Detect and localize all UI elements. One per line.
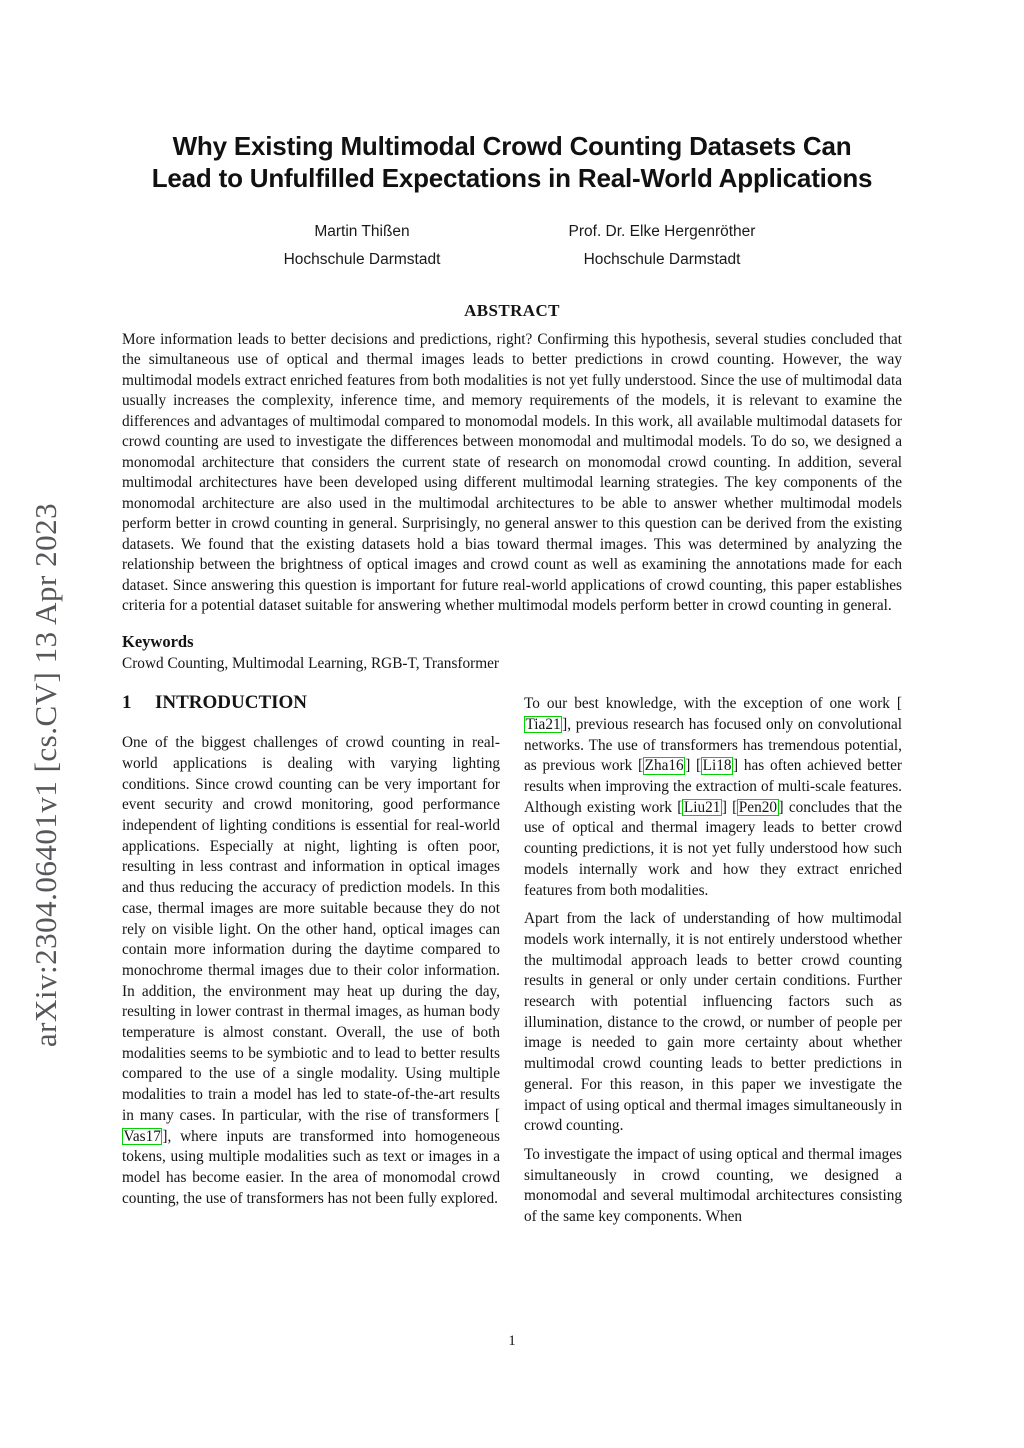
section-title: INTRODUCTION <box>155 692 308 714</box>
author-block <box>512 218 812 272</box>
author-name: Martin Thißen <box>314 223 410 241</box>
section-number: 1 <box>122 692 132 714</box>
author-affiliation: Hochschule Darmstadt <box>583 250 741 268</box>
keywords-heading: Keywords <box>122 631 194 651</box>
left-column <box>122 690 500 1236</box>
citation-link-liu21[interactable]: Liu21 <box>683 798 721 816</box>
abstract-text: More information leads to better decisions and predictions, right? Confirming this hypothesis, several studies concluded that the simultaneous use of optical and thermal images leads to better predictions in crowd counting. However, the way multimodal models extract enriched features from both modalities is not yet fully understood. Since the use of multimodal data usually increases the complexity, inference time, and memory requirements of the models, it is relevant to examine the differences and advantages of multimodal compared to monomodal models. In this work, all available multimodal datasets for crowd counting are used to investigate the differences between monomodal and multimodal models. To do so, we designed a monomodal architecture that considers the current state of research on monomodal crowd counting. In addition, several multimodal architectures have been developed using different multimodal learning strategies. The key components of the monomodal architecture are also used in the multimodal architectures to be able to answer whether multimodal models perform better in crowd counting in general. Surprisingly, no general answer to this question can be derived from the existing datasets. We found that the existing datasets hold a bias toward thermal images. This was determined by analyzing the relationship between the brightness of optical images and crowd count as well as examining the annotations made for each dataset. Since answering this question is important for future real-world applications of crowd counting, this paper establishes criteria for a potential dataset suitable for answering whether multimodal models perform better in crowd counting in general. <box>122 330 902 615</box>
keywords-text: Crowd Counting, Multimodal Learning, RGB-T, Transformer <box>122 654 500 672</box>
intro-paragraph-3: Apart from the lack of understanding of how multimodal models work internally, it is not entirely understood whether the multimodal approach leads to better crowd counting results in general or only under certain conditions. Further research with potential influencing factors such as illumination, distance to the crowd, or number of people per image is needed to gain more certainty about whether multimodal crowd counting leads to better predictions in general. For this reason, in this paper we investigate the impact of using optical and thermal images simultaneously in crowd counting. <box>524 910 902 1135</box>
paper-title-line-2: Lead to Unfulfilled Expectations in Real-World Applications <box>151 162 873 193</box>
abstract-heading: ABSTRACT <box>464 300 560 320</box>
intro-paragraph-4: To investigate the impact of using optical and thermal images simultaneously in crowd counting, we designed a monomodal and several multimodal architectures consisting of the same key components. When <box>524 1145 902 1226</box>
two-column-section <box>122 690 902 1236</box>
paper-title-line-1: Why Existing Multimodal Crowd Counting Datasets Can <box>172 131 852 161</box>
author-block-row <box>212 218 812 272</box>
paper-title <box>122 131 902 194</box>
intro-paragraph-1: One of the biggest challenges of crowd counting in real-world applications is dealing with varying lighting conditions. Since crowd counting can be very important for event security and crowd monitoring, good performance independent of lighting conditions is essential for real-world applications. Especially at night, lighting is often poor, resulting in less contrast and information in optical images and thus reducing the accuracy of prediction models. In this case, thermal images are more suitable because they do not rely on visible light. On the other hand, optical images can contain more information during the daytime compared to monochrome thermal images due to their color information. In addition, the environment may heat up during the day, resulting in lower contrast in thermal images, as human body temperature is almost constant. Overall, the use of both modalities seems to be symbiotic and to lead to better results compared to the use of a single modality. Using multiple modalities to train a model has led to state-of-the-art results in many cases. In particular, with the rise of transformers [Vas17], where inputs are transformed into homogeneous tokens, using multiple modalities such as text or images in a model has become easier. In the area of monomodal crowd counting, the use of transformers has not been fully explored. <box>122 734 500 1207</box>
citation-link-vas17[interactable]: Vas17 <box>123 1127 161 1145</box>
intro-paragraph-2: To our best knowledge, with the exception of one work [Tia21], previous research has focused only on convolutional networks. The use of transformers has tremendous potential, as previous work [Zha16] [Li18] has often achieved better results when improving the extraction of multi-scale features. Although existing work [Liu21] [Pen20] concludes that the use of optical and thermal imagery leads to better crowd counting predictions, it is not yet fully understood how such models internally work and how they extract enriched features from both modalities. <box>524 695 903 899</box>
citation-link-zha16[interactable]: Zha16 <box>644 757 684 775</box>
citation-link-tia21[interactable]: Tia21 <box>525 715 561 733</box>
paper-content <box>122 0 902 1236</box>
citation-link-li18[interactable]: Li18 <box>702 757 732 775</box>
section-heading-introduction <box>122 692 500 714</box>
citation-link-pen20[interactable]: Pen20 <box>738 798 778 816</box>
page-number: 1 <box>508 1333 516 1349</box>
author-affiliation: Hochschule Darmstadt <box>283 250 441 268</box>
author-block <box>212 218 512 272</box>
author-name: Prof. Dr. Elke Hergenröther <box>568 223 756 241</box>
right-column <box>524 690 902 1236</box>
arxiv-watermark: arXiv:2304.06401v1 [cs.CV] 13 Apr 2023 <box>28 502 63 1048</box>
